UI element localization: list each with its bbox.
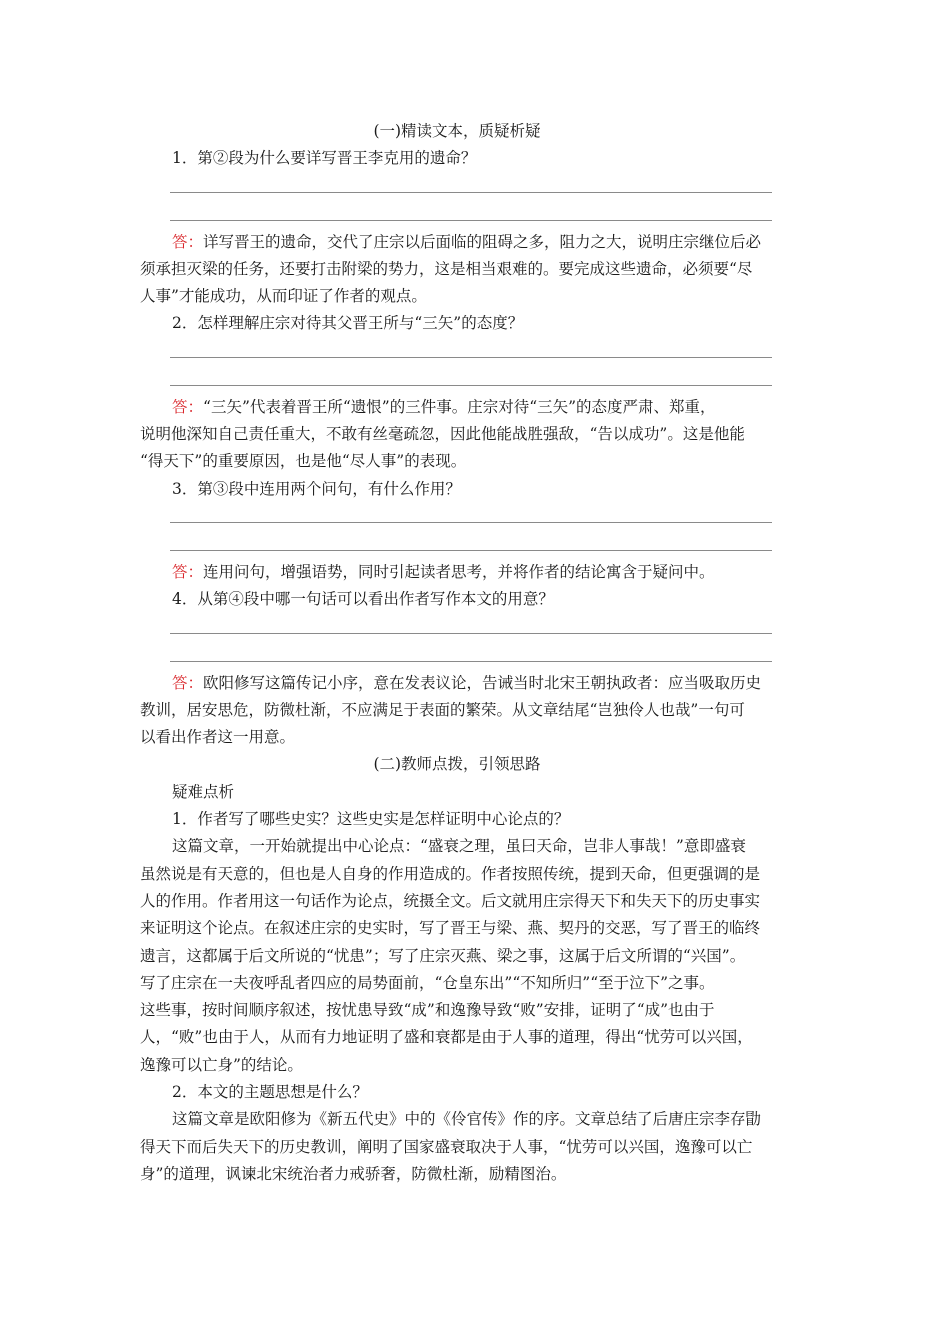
paragraph-1-line: 逸豫可以亡身”的结论。: [140, 1055, 303, 1074]
paragraph-2-line: 身”的道理，讽谏北宋统治者力戒骄奢，防微杜渐，励精图治。: [140, 1164, 567, 1183]
question-2: 2．怎样理解庄宗对待其父晋王所与“三矢”的态度？: [172, 314, 524, 333]
answer-1-line-3: 人事”才能成功，从而印证了作者的观点。: [140, 287, 427, 306]
answer-2-line-3: “得天下”的重要原因，也是他“尽人事”的表现。: [140, 452, 467, 471]
section2-question-1: 1．作者写了哪些史实？这些史实是怎样证明中心论点的？: [172, 810, 570, 829]
answer-blank-line: [140, 366, 774, 394]
answer-blank-line: [140, 201, 774, 229]
answer-blank-line: [140, 614, 774, 642]
paragraph-1-line: 人的作用。作者用这一句话作为论点，统摄全文。后文就用庄宗得天下和失天下的历史事实: [140, 891, 761, 910]
answer-blank-line: [140, 642, 774, 670]
answer-3-line-1: 答：连用问句，增强语势，同时引起读者思考，并将作者的结论寓含于疑问中。: [172, 562, 715, 581]
question-1: 1．第②段为什么要详写晋王李克用的遗命？: [172, 149, 477, 168]
answer-4-line-2: 教训，居安思危，防微杜渐，不应满足于表面的繁荣。从文章结尾“岂独伶人也哉”一句可: [140, 700, 745, 719]
answer-blank-line: [140, 173, 774, 201]
section2-question-2: 2．本文的主题思想是什么？: [172, 1083, 368, 1102]
paragraph-2-line: 这篇文章是欧阳修为《新五代史》中的《伶官传》作的序。文章总结了后唐庄宗李存勖: [172, 1110, 762, 1129]
answer-blank-line: [140, 338, 774, 366]
answer-4-line-1: 答：欧阳修写这篇传记小序，意在发表议论，告诫当时北宋王朝执政者：应当吸取历史: [172, 673, 762, 692]
answer-4-line-3: 以看出作者这一用意。: [140, 728, 296, 747]
paragraph-2-line: 得天下而后失天下的历史教训，阐明了国家盛衰取决于人事，“忧劳可以兴国，逸豫可以亡: [140, 1137, 753, 1156]
paragraph-1-line: 这些事，按时间顺序叙述，按忧患导致“成”和逸豫导致“败”安排，证明了“成”也由于: [140, 1001, 715, 1020]
document-page: [140, 118, 774, 1188]
answer-1-line-1: 答：详写晋王的遗命，交代了庄宗以后面临的阻碍之多，阻力之大，说明庄宗继位后必: [172, 232, 762, 251]
answer-blank-line: [140, 503, 774, 531]
paragraph-1-line: 遗言，这都属于后文所说的“忧患”；写了庄宗灭燕、梁之事，这属于后文所谓的“兴国”。: [140, 946, 746, 965]
answer-blank-line: [140, 531, 774, 559]
question-4: 4．从第④段中哪一句话可以看出作者写作本文的用意？: [172, 590, 554, 609]
section1-title: (一)精读文本，质疑析疑: [373, 122, 541, 140]
answer-label: 答：: [172, 232, 204, 251]
paragraph-1-line: 写了庄宗在一夫夜呼乱者四应的局势面前，“仓皇东出”“不知所归”“至于泣下”之事。: [140, 973, 715, 992]
paragraph-1-line: 人，“败”也由于人，从而有力地证明了盛和衰都是由于人事的道理，得出“忧劳可以兴国，: [140, 1028, 753, 1047]
answer-label: 答：: [172, 562, 204, 581]
answer-1-line-2: 须承担灭梁的任务，还要打击附梁的势力，这是相当艰难的。要完成这些遗命，必须要“尽: [140, 259, 753, 278]
question-3: 3．第③段中连用两个问句，有什么作用？: [172, 479, 461, 498]
section2-subtitle: 疑难点析: [172, 782, 235, 801]
answer-label: 答：: [172, 397, 204, 416]
section2-title: (二)教师点拨，引领思路: [373, 755, 541, 774]
paragraph-1-line: 来证明这个论点。在叙述庄宗的史实时，写了晋王与梁、燕、契丹的交恶，写了晋王的临终: [140, 919, 761, 938]
answer-label: 答：: [172, 673, 204, 692]
answer-2-line-1: 答：“三矢”代表着晋王所“遗恨”的三件事。庄宗对待“三矢”的态度严肃、郑重，: [172, 397, 716, 416]
paragraph-1-line: 虽然说是有天意的，但也是人自身的作用造成的。作者按照传统，提到天命，但更强调的是: [140, 864, 761, 883]
paragraph-1-line: 这篇文章，一开始就提出中心论点：“盛衰之理，虽曰天命，岂非人事哉！”意即盛衰: [172, 837, 746, 856]
answer-2-line-2: 说明他深知自己责任重大，不敢有丝毫疏忽，因此他能战胜强敌，“告以成功”。这是他能: [140, 425, 745, 444]
